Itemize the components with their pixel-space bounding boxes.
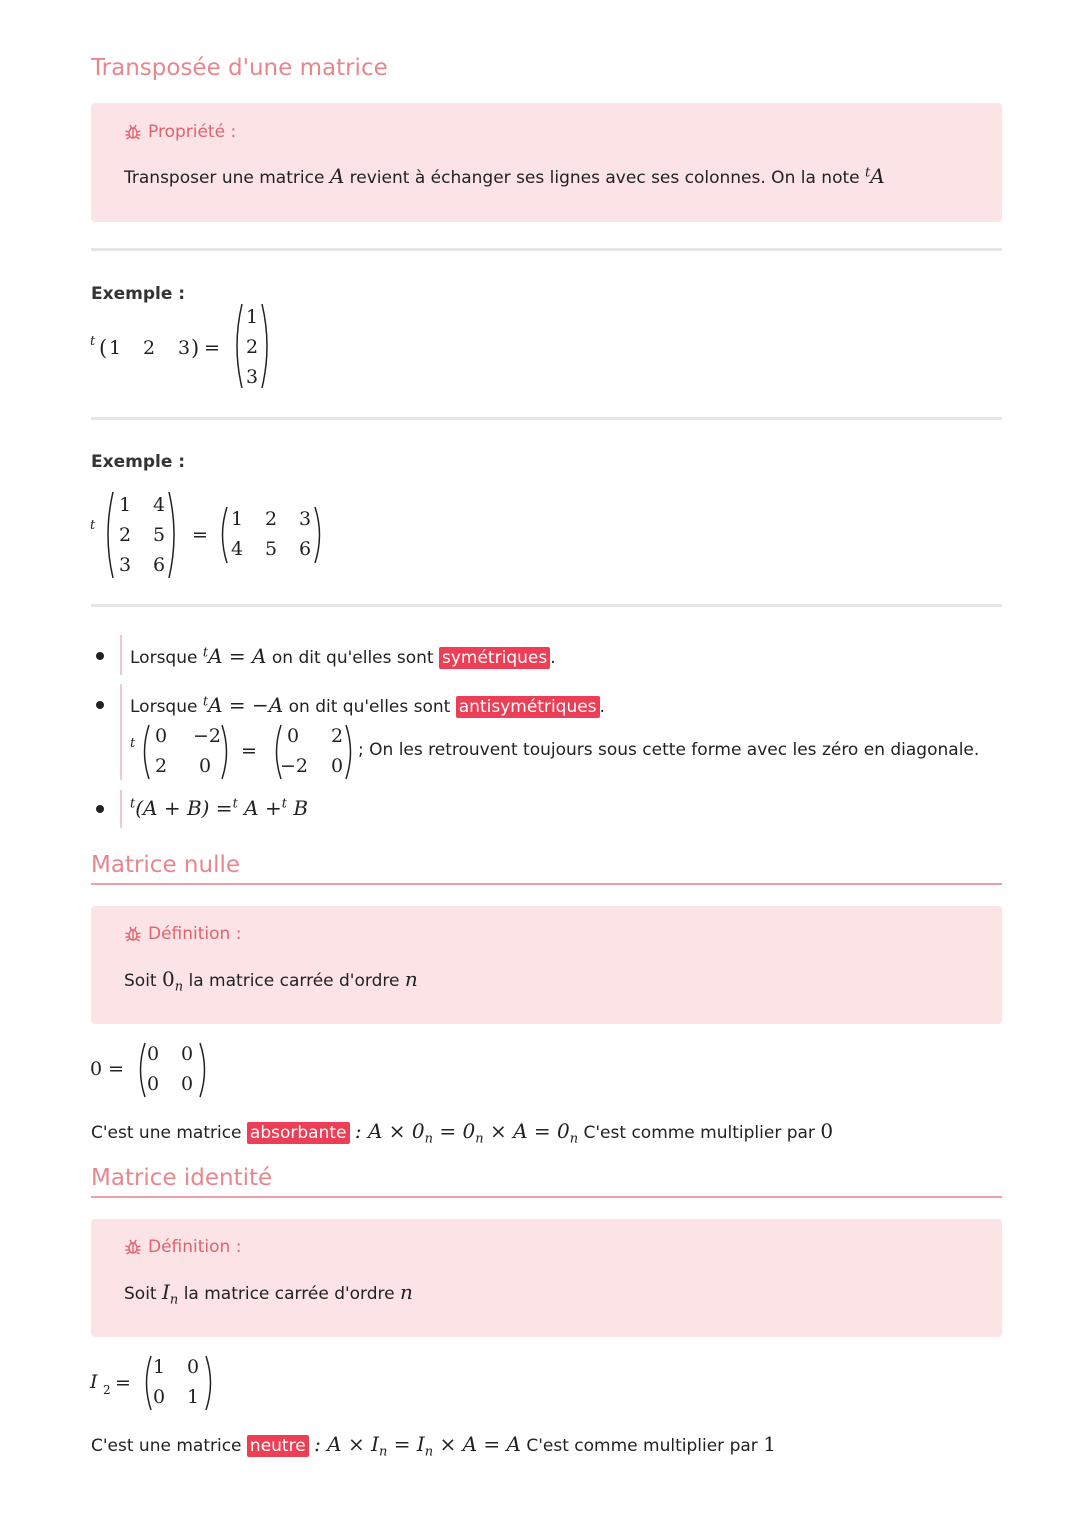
matrix-cell: 3 xyxy=(298,508,312,530)
example-label: Exemple : xyxy=(91,452,186,472)
highlight-absorbante: absorbante xyxy=(247,1122,350,1144)
matrix-cell: 1 xyxy=(186,1386,200,1408)
matrix-cell: 0 xyxy=(286,725,300,747)
callout-header xyxy=(124,1237,241,1257)
section-rule xyxy=(91,883,1002,885)
identity-lhs-sub: 2 xyxy=(103,1383,111,1397)
section-title-transposee: Transposée d'une matrice xyxy=(91,55,388,81)
matrix-cell: −2 xyxy=(193,725,222,747)
matrix-cell: 0 xyxy=(180,1073,194,1095)
property-callout xyxy=(91,103,1002,222)
definition-text: Soit $I_n$ la matrice carrée d'ordre n xyxy=(124,1280,413,1308)
highlight-neutre: neutre xyxy=(247,1435,309,1457)
definition-text: Soit $0_n$ la matrice carrée d'ordre n xyxy=(124,967,418,995)
bullet-symmetric: Lorsque $^t$A = A on dit qu'elles sont symétriques . xyxy=(130,644,556,668)
callout-label: Définition : xyxy=(148,924,242,944)
bullet-antisymmetric: Lorsque $^t$A = −A on dit qu'elles sont antisymétriques . xyxy=(130,693,605,717)
absorbing-line: C'est une matrice absorbante : $A \times 0_n = 0_n \times A = 0_n$ C'est comme multiplier par 0 xyxy=(91,1119,834,1147)
matrix-cell: −2 xyxy=(279,755,308,777)
neutral-line: C'est une matrice neutre : $A \times I_n = I_n \times A = A$ C'est comme multiplier par 1 xyxy=(91,1432,776,1460)
matrix-cell: 5 xyxy=(264,538,278,560)
section-rule xyxy=(91,1196,1002,1198)
matrix-cell: 0 xyxy=(152,1386,166,1408)
bullet-sum-transpose: $^t$(A + B) =$^t$ A +$^t$ B xyxy=(130,796,309,820)
matrix-cell: 0 xyxy=(198,755,212,777)
equals: = xyxy=(115,1372,131,1394)
row-cell: 3 xyxy=(177,337,191,359)
matrix-cell: 4 xyxy=(230,538,244,560)
divider xyxy=(91,604,1002,607)
bullet-bar xyxy=(120,635,122,675)
matrix-cell: 0 xyxy=(146,1043,160,1065)
matrix-cell: 1 xyxy=(230,508,244,530)
matrix-cell: 6 xyxy=(298,538,312,560)
divider xyxy=(91,417,1002,420)
definition-callout xyxy=(91,906,1002,1024)
null-lhs: 0 = xyxy=(90,1058,125,1080)
matrix-cell: 2 xyxy=(154,755,168,777)
matrix-cell: 4 xyxy=(152,494,166,516)
antisym-note: ; On les retrouvent toujours sous cette forme avec les zéro en diagonale. xyxy=(358,740,980,760)
section-title-nulle: Matrice nulle xyxy=(91,852,240,878)
bullet-dot xyxy=(96,805,104,813)
matrix-cell: 6 xyxy=(152,554,166,576)
identity-lhs: I xyxy=(90,1371,98,1393)
divider xyxy=(91,248,1002,251)
bullet-dot xyxy=(96,701,104,709)
paren-close: ) xyxy=(191,336,200,360)
bug-icon xyxy=(124,925,142,943)
bug-icon xyxy=(124,1238,142,1256)
bug-icon xyxy=(124,123,142,141)
equals: = xyxy=(241,740,257,762)
bullet-dot xyxy=(96,652,104,660)
matrix-cell: 0 xyxy=(186,1356,200,1378)
matrix-cell: 2 xyxy=(264,508,278,530)
transpose-sup: t xyxy=(90,334,96,349)
definition-callout xyxy=(91,1219,1002,1337)
example-label: Exemple : xyxy=(91,284,186,304)
bullet-bar xyxy=(120,790,122,828)
property-text: Transposer une matrice A revient à échanger ses lignes avec ses colonnes. On la note $^t$A xyxy=(124,164,885,188)
col-cell: 1 xyxy=(245,306,259,328)
highlight-antisymetriques: antisymétriques xyxy=(456,696,600,718)
bullet-bar xyxy=(120,684,122,780)
equals: = xyxy=(192,524,208,546)
matrix-cell: 0 xyxy=(146,1073,160,1095)
col-cell: 2 xyxy=(245,336,259,358)
equals: = xyxy=(204,337,220,359)
callout-label: Propriété : xyxy=(148,122,237,142)
matrix-cell: 0 xyxy=(154,725,168,747)
matrix-cell: 3 xyxy=(118,554,132,576)
matrix-cell: 1 xyxy=(152,1356,166,1378)
col-cell: 3 xyxy=(245,366,259,388)
matrix-cell: 5 xyxy=(152,524,166,546)
transpose-sup: t xyxy=(90,518,96,533)
transpose-sup: t xyxy=(130,736,136,751)
matrix-cell: 2 xyxy=(330,725,344,747)
matrix-cell: 2 xyxy=(118,524,132,546)
matrix-cell: 0 xyxy=(180,1043,194,1065)
row-cell: 2 xyxy=(142,337,156,359)
matrix-cell: 1 xyxy=(118,494,132,516)
matrix-cell: 0 xyxy=(330,755,344,777)
row-cell: 1 xyxy=(108,337,122,359)
callout-header xyxy=(124,924,241,944)
callout-label: Définition : xyxy=(148,1237,242,1257)
section-title-identite: Matrice identité xyxy=(91,1165,273,1191)
highlight-symetriques: symétriques xyxy=(439,647,550,669)
paren-open: ( xyxy=(99,336,108,360)
callout-header xyxy=(124,122,236,142)
